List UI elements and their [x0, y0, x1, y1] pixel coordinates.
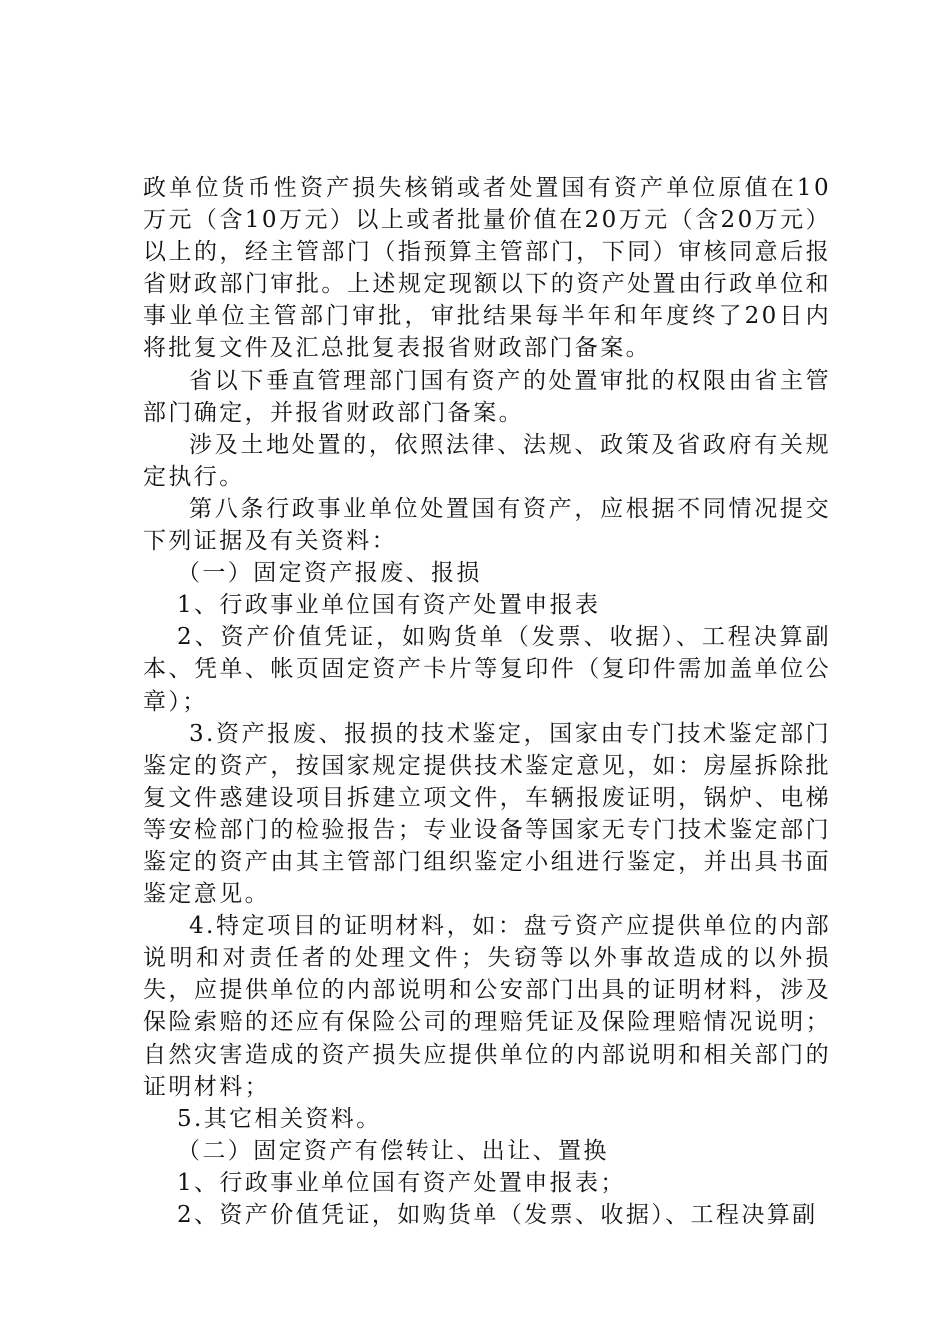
section-heading-scrap-loss: （一）固定资产报废、报损	[177, 560, 482, 587]
list-item-technical-appraisal: 3.资产报废、报损的技术鉴定，国家由专门技术鉴定部门鉴定的资产，按国家规定提供技术鉴定意见，如：房屋拆除批复文件惑建设项目拆建立项文件，车辆报废证明，锅炉、电梯等安检部门的检验报告；专业设备等国家无专门技术鉴定部门鉴定的资产由其主管部门组织鉴定小组进行鉴定，并出具书面鉴定意见。	[143, 720, 831, 908]
paragraph-vertical-management: 省以下垂直管理部门国有资产的处置审批的权限由省主管部门确定，并报省财政部门备案。	[143, 367, 831, 426]
list-item-application-form-2: 1、行政事业单位国有资产处置申报表；	[177, 1169, 626, 1196]
list-item-value-certificate-2: 2、资产价值凭证，如购货单（发票、收据）、工程决算副	[177, 1202, 818, 1228]
paragraph-article-eight: 第八条行政事业单位处置国有资产，应根据不同情况提交下列证据及有关资料：	[143, 495, 831, 555]
section-heading-transfer-exchange: （二）固定资产有偿转让、出让、置换	[177, 1137, 609, 1164]
list-item-special-proof: 4.特定项目的证明材料，如：盘亏资产应提供单位的内部说明和对责任者的处理文件；失窃等以外事故造成的以外损失，应提供单位的内部说明和公安部门出具的证明材料，涉及保险索赔的还应有保险公司的理赔凭证及保险理赔情况说明；自然灾害造成的资产损失应提供单位的内部说明和相关部门的证明材料；	[143, 913, 831, 1100]
paragraph-approval-thresholds: 政单位货币性资产损失核销或者处置国有资产单位原值在10万元（含10万元）以上或者批量价值在20万元（含20万元）以上的，经主管部门（指预算主管部门，下同）审核同意后报省财政部门审批。上述规定现额以下的资产处置由行政单位和事业单位主管部门审批，审批结果每半年和年度终了20日内将批复文件及汇总批复表报省财政部门备案。	[143, 175, 831, 362]
paragraph-land-disposal: 涉及土地处置的，依照法律、法规、政策及省政府有关规定执行。	[143, 431, 831, 490]
list-item-other-materials: 5.其它相关资料。	[177, 1105, 382, 1132]
list-item-application-form: 1、行政事业单位国有资产处置申报表	[177, 592, 601, 619]
document-body	[143, 172, 831, 1231]
list-item-value-certificate: 2、资产价值凭证，如购货单（发票、收据）、工程决算副本、凭单、帐页固定资产卡片等复印件（复印件需加盖单位公章）；	[143, 624, 831, 715]
